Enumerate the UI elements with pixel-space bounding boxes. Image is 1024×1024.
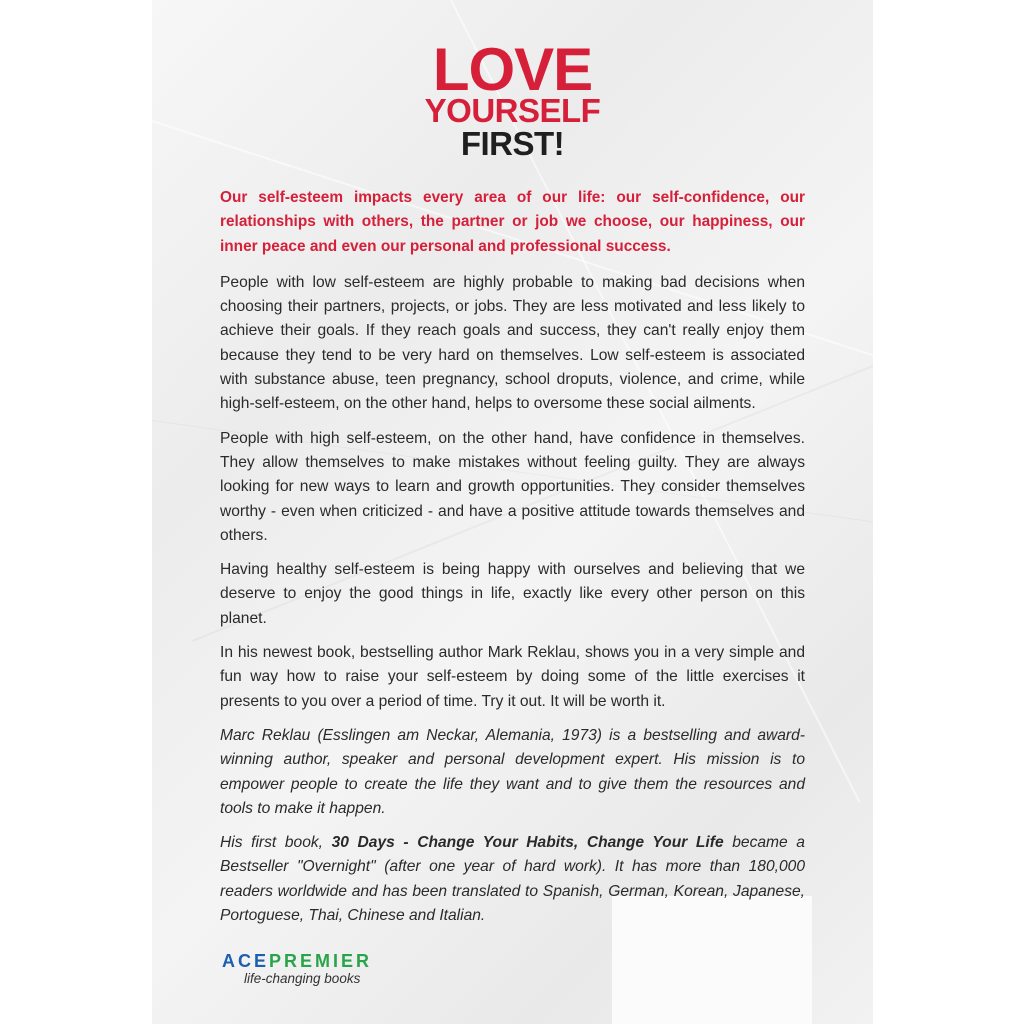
title-love: LOVE (432, 36, 593, 103)
paragraph-healthy-self-esteem: Having healthy self-esteem is being happy with ourselves and believing that we deserve to enjoy the good things in life, exactly like every other person on this planet. (220, 561, 805, 627)
back-cover (152, 0, 873, 1024)
publisher-brand (222, 952, 432, 970)
publisher-tagline: life-changing books (244, 971, 361, 986)
paragraph-low-self-esteem: People with low self-esteem are highly probable to making bad decisions when choosing their partners, projects, or jobs. They are less motivated and less likely to achieve their goals. If they reach goals and success, they can't really enjoy them because they tend to be very hard on themselves. Low self-esteem is associated with substance abuse, teen pregnancy, school droputs, violence, and crime, while high-self-esteem, on the other hand, helps to oversome these social ailments. (220, 273, 805, 413)
author-bio: Marc Reklau (Esslingen am Neckar, Alemania, 1973) is a bestselling and award-winning author, speaker and personal development expert. His mission is to empower people to create the life they want and to give them the resources and tools to make it happen. (220, 726, 805, 817)
first-book-details: became a Bestseller "Overnight" (after one year of hard work). It has more than 180,000 readers worldwide and has been translated to Spanish, German, Korean, Japanese, Portoguese, Thai, Chinese and Italian. (220, 834, 805, 925)
blurb-text (220, 186, 805, 938)
publisher-logo (222, 952, 432, 986)
first-book-intro: His first book, (220, 834, 332, 852)
paragraph-high-self-esteem: People with high self-esteem, on the other hand, have confidence in themselves. They allow themselves to make mistakes without feeling guilty. They are always looking for new ways to learn and growth opportunities. They consider themselves worthy - even when criticized - and have a positive attitude towards themselves and others. (220, 429, 805, 544)
title-first: FIRST! (460, 125, 565, 162)
title-yourself: YOURSELF (424, 92, 601, 129)
brand-premier: PREMIER (269, 951, 373, 971)
first-book-title: 30 Days - Change Your Habits, Change Your Life (331, 834, 724, 852)
paragraph-newest-book: In his newest book, bestselling author Mark Reklau, shows you in a very simple and fun way how to raise your self-esteem by doing some of the little exercises it presents to you over a period of time. Try it out. It will be worth it. (220, 644, 805, 710)
brand-ace: ACE (222, 951, 270, 971)
first-book-paragraph (220, 831, 805, 928)
lead-paragraph: Our self-esteem impacts every area of our life: our self-confidence, our relationships with others, the partner or job we choose, our happiness, our inner peace and even our personal and professional success. (220, 189, 805, 255)
